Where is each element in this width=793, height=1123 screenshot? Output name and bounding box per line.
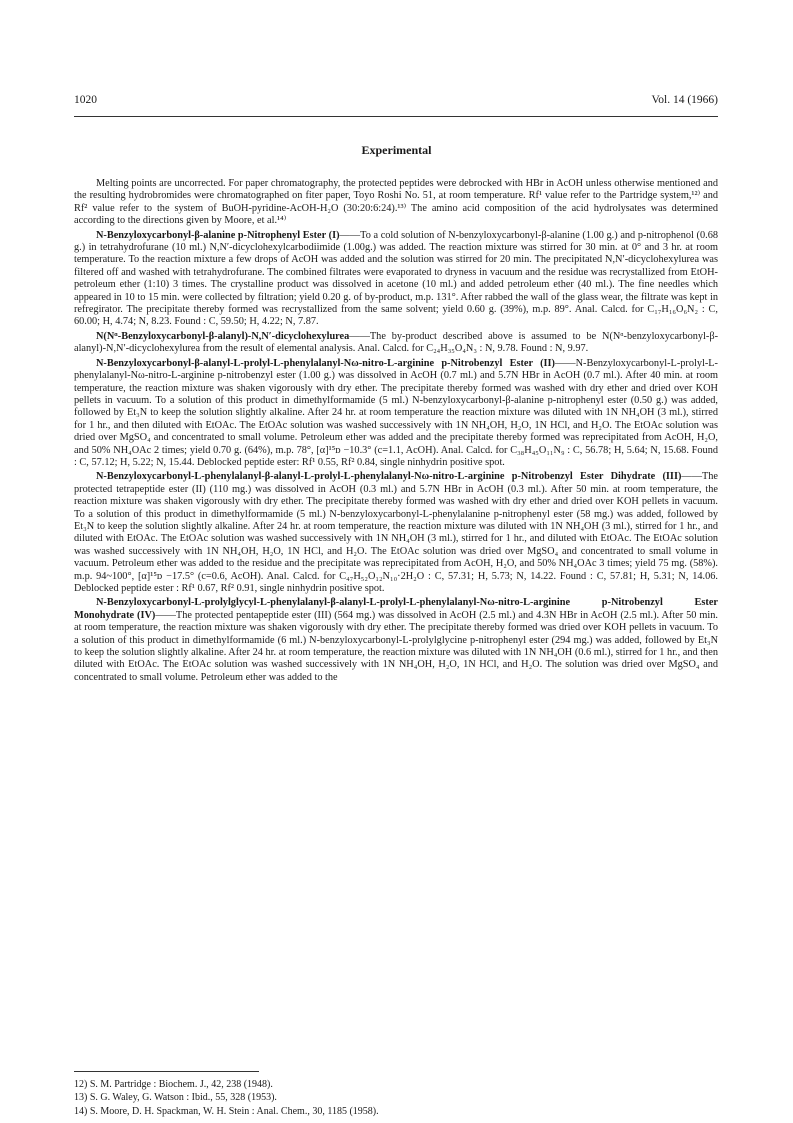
paragraph-compound-iii [74, 471, 718, 595]
footnote-12: 12) S. M. Partridge : Biochem. J., 42, 238 (1948). [74, 1079, 273, 1090]
paragraph-urea [74, 331, 718, 356]
section-title: Experimental [361, 143, 432, 157]
footnote-rule [74, 1071, 259, 1072]
paragraph-text: ——The by-product described above is assumed to be N(Nᵅ-benzyloxycarbonyl-β-alanyl)-N,N′-dicyclohexylurea from the result of elemental analysis. Anal. Calcd. for C₂₄H₃₅O₄N₃ : N, 9.78. Found : N, 9.97. [74, 330, 718, 355]
paragraph-compound-i [74, 230, 718, 329]
paragraph-heading: N-Benzyloxycarbonyl-β-alanyl-L-prolyl-L-phenylalanyl-Nω-nitro-L-arginine p-Nitrobenzyl Ester (II) [96, 357, 555, 369]
footnotes [74, 1078, 718, 1118]
paragraph-heading: N-Benzyloxycarbonyl-L-phenylalanyl-β-alanyl-L-prolyl-L-phenylalanyl-Nω-nitro-L-arginine p-Nitrobenzyl Ester Dihydrate (III) [96, 471, 682, 483]
paragraph-heading: N-Benzyloxycarbonyl-L-prolylglycyl-L-phenylalanyl-β-alanyl-L-prolyl-L-phenylalanyl-Nω-nitro-L-arginine p-Nitrobenzyl Ester Monohydrate (IV) [74, 597, 718, 621]
footnote-14: 14) S. Moore, D. H. Spackman, W. H. Stein : Anal. Chem., 30, 1185 (1958). [74, 1105, 379, 1117]
paragraph-compound-ii [74, 358, 718, 470]
paragraph-text: Melting points are uncorrected. For paper chromatography, the protected peptides were debrocked with HBr in AcOH unless otherwise mentioned and the resulting hydrobromides were chromatographed on fiter paper, Toyo Roshi No. 51, at room temperature. Rf¹ value refer to the Partridge system,¹²⁾ and Rf² value refer to the system of BuOH-pyridine-AcOH-H₂O (30:20:6:24).¹³⁾ The amino acid composition of the acid hydrolysates was determined according to the directions given by Moore, et al.¹⁴⁾ [74, 178, 718, 227]
page-header [74, 94, 718, 108]
footnote-13: 13) S. G. Waley, G. Watson : Ibid., 55, 328 (1953). [74, 1092, 277, 1104]
body-text [74, 178, 718, 686]
paragraph-text: ——To a cold solution of N-benzyloxycarbonyl-β-alanine (1.00 g.) and p-nitrophenol (0.68 g.) in tetrahydrofurane (10 ml.) N,N′-dicyclohexylcarbodiimide (1.00g.) was added. The reaction mixture was stirred for 30 min. at 0° and 3 hr. at room temperature. To the reaction mixture a few drops of AcOH was added and the solution was stirred for 20 min. The precipitated N,N′-dicyclohexylurea was filtered off and washed with tetrahydrofurane. The combined filtrates were evaporated to dryness in vacuum and the residue was recrystallized from EtOH-petroleum ether (1:10) 3 times. The crystalline product was dissolved in acetone (10 ml.) and added petroleum ether (40 ml.). The fine needles which appeared in 10 to 15 min. were collected by filtration; yield 0.20 g. of by-product, m.p. 131°. After rabbed the wall of the glass wear, the filtrate was kept in refregirator. The precipitate thereby formed was recrystallized from the same solvent; yield 0.60 g. (39%), m.p. 89°. Anal. Calcd. for C₁₇H₁₆O₆N₂ : C, 60.00; H, 4.74; N, 8.23. Found : C, 59.50; H, 4.22; N, 7.87. [74, 229, 718, 328]
paragraph-text: ——The protected tetrapeptide ester (II) (110 mg.) was dissolved in AcOH (0.3 ml.) and 5.7N HBr in AcOH (0.3 ml.). After 50 min. at room temperature, the reaction mixture was shaken vigorously with dry ether. The precipitate thereby formed was washed with dry ether and dried over KOH pellets in vacuum. To a solution of this product in dimethylformamide (5 ml.) N-benzyloxycarbonyl-L-phenylalanine p-nitrophenyl ester (58 mg.) was added, followed by Et₃N to keep the solution slightly alkaline. After 24 hr. at room temperature, the reaction mixture was diluted with 1N NH₄OH (3 ml.), stirred for 1 hr., and diluted with EtOAc. The EtOAc solution was washed successively with 1N NH₄OH (3 ml.), stirred for 1 hr., and diluted with EtOAc. The EtOAc solution was washed successively with 1N NH₄OH, H₂O, 1N HCl, and H₂O. The EtOAc solution was dried over MgSO₄ and concentrated to small volume in vacuum. Petroleum ether was added to the residue and the precipitate was reprecipitated from AcOH, H₂O, and 50% NH₄OAc 3 times; yield 75 mg. (58%). m.p. 94~100°, [α]¹⁵ᴅ −17.5° (c=0.6, AcOH). Anal. Calcd. for C₄₇H₅₂O₁₂N₁₀·2H₂O : C, 57.31; H, 5.73; N, 14.22. Found : C, 57.81; H, 5.31; N, 14.06. Deblocked peptide ester : Rf¹ 0.67, Rf² 0.91, single ninhydrin positive spot. [74, 471, 718, 594]
paragraph-heading: N(Nᵅ-Benzyloxycarbonyl-β-alanyl)-N,N′-dicyclohexylurea [96, 330, 350, 342]
paragraph-text: ——N-Benzyloxycarbonyl-L-prolyl-L-phenylalanyl-Nω-nitro-L-arginine p-nitrobenzyl ester (1.00 g.) was dissolved in AcOH (0.7 ml.) and 5.7N HBr in AcOH (0.7 ml.). After 40 min. at room temperature, the reaction mixture was shaken vigorously with dry ether. The precipitate thereby formed was washed with dry ether and dried over KOH pellets in vacuum. To a solution of this product in dimethylformamide (5 ml.) N-benzyloxycarbonyl-β-alanine p-nitrophenyl ester (0.50 g.) was added, followed by Et₃N to keep the solution slightly alkaline. After 24 hr. at room temperature the reaction mixture was diluted with 1N NH₄OH (3 ml.), stirred for 1 hr., and then diluted with EtOAc. The EtOAc solution was washed successively with 1N NH₄OH, H₂O, 1N HCl, and H₂O. The EtOAc solution was dried over MgSO₄ and concentrated to small volume. Petroleum ether was added and the precipitate thereby formed was reprecipitated from AcOH, H₂O, and 50% NH₄OAc 2 times; yield 0.70 g. (64%), m.p. 78°, [α]¹⁵ᴅ −10.3° (c=1.1, AcOH). Anal. Calcd. for C₃₈H₄₅O₁₁N₉ : C, 56.78; H, 5.64; N, 15.68. Found : C, 57.12; H, 5.22; N, 15.44. Deblocked peptide ester: Rf¹ 0.55, Rf² 0.84, single ninhydrin positive spot. [74, 357, 718, 468]
volume-label: Vol. 14 (1966) [651, 94, 718, 106]
paragraph-text: ——The protected pentapeptide ester (III) (564 mg.) was dissolved in AcOH (2.5 ml.) and 4.3N HBr in AcOH (2.5 ml.). After 50 min. at room temperature, the reaction mixture was shaken vigorously with dry ether. The precipitate thereby formed was dried over KOH pellets in vacuum. To a solution of this product in dimethylformamide (6 ml.) N-benzyloxycarbonyl-L-prolylglycine p-nitrophenyl ester (294 mg.) was added, followed by Et₃N to keep the solution slightly alkaline. After 24 hr. at room temperature, the reaction mixture was diluted with 1N NH₄OH (0.6 ml.), stirred for 1 hr., and then diluted with EtOAc. The EtOAc solution was washed successively with 1N NH₄OH, H₂O, 1N HCl, and H₂O. The solution was dried over MgSO₄ and concentrated to small volume. Petroleum ether was added to the [74, 609, 718, 683]
paragraph-intro [74, 178, 718, 228]
header-rule [74, 116, 718, 117]
page-number: 1020 [74, 94, 97, 106]
paragraph-compound-iv [74, 597, 718, 684]
paragraph-heading: N-Benzyloxycarbonyl-β-alanine p-Nitrophenyl Ester (I) [96, 229, 340, 241]
